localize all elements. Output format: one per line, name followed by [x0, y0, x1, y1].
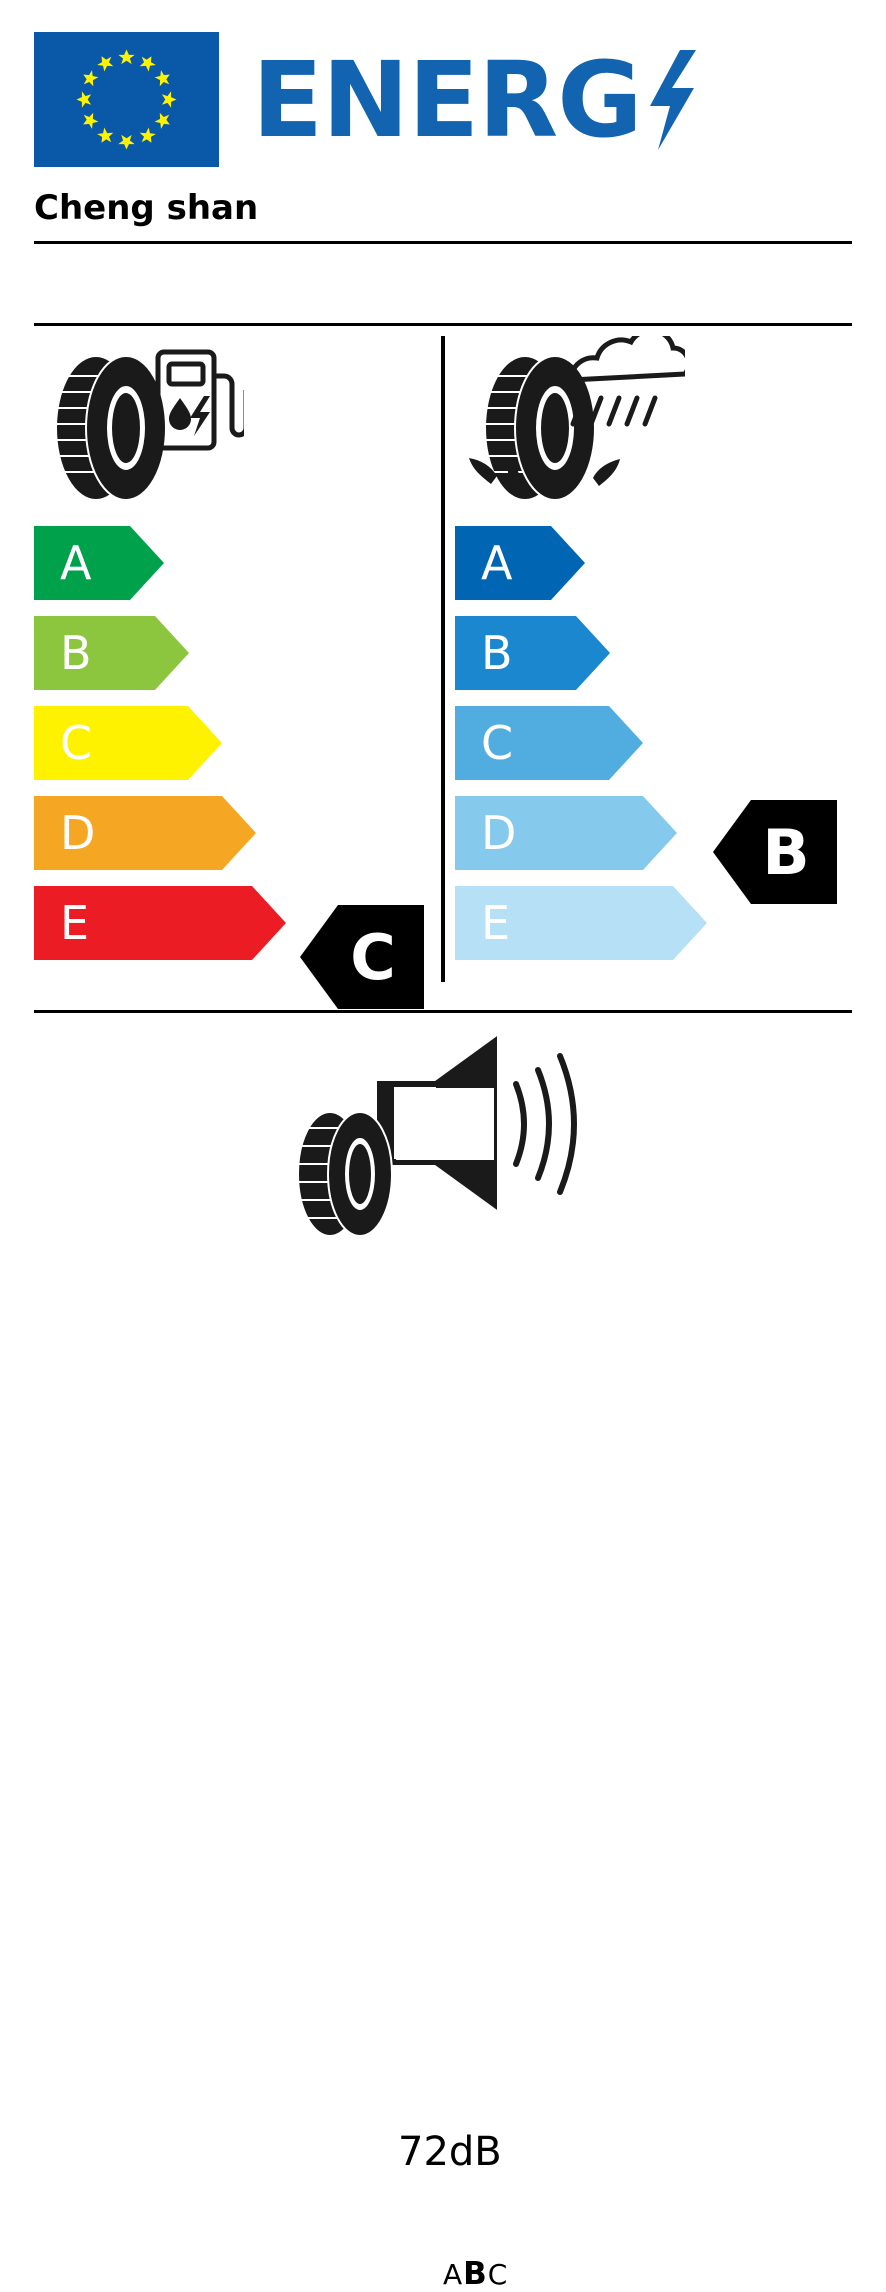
divider-above-noise — [34, 1010, 852, 1013]
fuel-grade-a — [34, 526, 95, 600]
divider-vertical-center — [441, 336, 445, 982]
brand-name: Cheng shan — [34, 188, 259, 228]
wet-grade-b-letter: B — [481, 626, 513, 680]
energ-wordmark — [252, 40, 698, 160]
wet-grade-d-letter: D — [481, 806, 517, 860]
wet-grade-scale — [455, 526, 516, 976]
wet-grade-b — [455, 616, 516, 690]
wet-grade-c — [455, 706, 516, 780]
fuel-grade-c — [34, 706, 95, 780]
tyre-fuel-pump-icon — [34, 336, 434, 516]
divider-above-classes — [34, 323, 852, 326]
divider-under-brand — [34, 241, 852, 244]
wet-selected-class-pointer — [713, 800, 837, 904]
wet-grade-e — [455, 886, 516, 960]
tyre-loudspeaker-icon — [284, 1028, 614, 1258]
wet-grade-a-letter: A — [481, 536, 513, 590]
label-header — [34, 32, 852, 167]
noise-section — [34, 1028, 852, 2292]
fuel-grade-b — [34, 616, 95, 690]
wet-grade-e-letter: E — [481, 896, 511, 950]
noise-class-scale — [443, 2256, 508, 2292]
eu-stars-icon — [34, 32, 219, 167]
noise-class-b-selected: B — [463, 2256, 488, 2292]
fuel-efficiency-section — [34, 336, 434, 986]
fuel-grade-a-letter: A — [60, 536, 92, 590]
fuel-grade-d — [34, 796, 95, 870]
wet-grade-c-letter: C — [481, 716, 514, 770]
noise-class-c: C — [487, 2258, 509, 2291]
wet-grade-d — [455, 796, 516, 870]
wet-grade-a — [455, 526, 516, 600]
fuel-selected-class-letter: C — [350, 920, 396, 994]
noise-value: 72dB — [398, 2129, 502, 2175]
noise-class-a: A — [443, 2258, 464, 2291]
energ-text: ENERG — [252, 39, 642, 161]
wet-selected-class-letter: B — [762, 815, 810, 889]
fuel-grade-c-letter: C — [60, 716, 93, 770]
lightning-bolt-icon — [644, 50, 698, 154]
fuel-grade-d-letter: D — [60, 806, 96, 860]
fuel-grade-scale — [34, 526, 95, 976]
tyre-rain-cloud-icon — [455, 336, 852, 516]
eu-flag-icon — [34, 32, 219, 167]
fuel-selected-class-pointer — [300, 905, 424, 1009]
fuel-grade-e-letter: E — [60, 896, 90, 950]
fuel-grade-e — [34, 886, 95, 960]
fuel-grade-b-letter: B — [60, 626, 92, 680]
